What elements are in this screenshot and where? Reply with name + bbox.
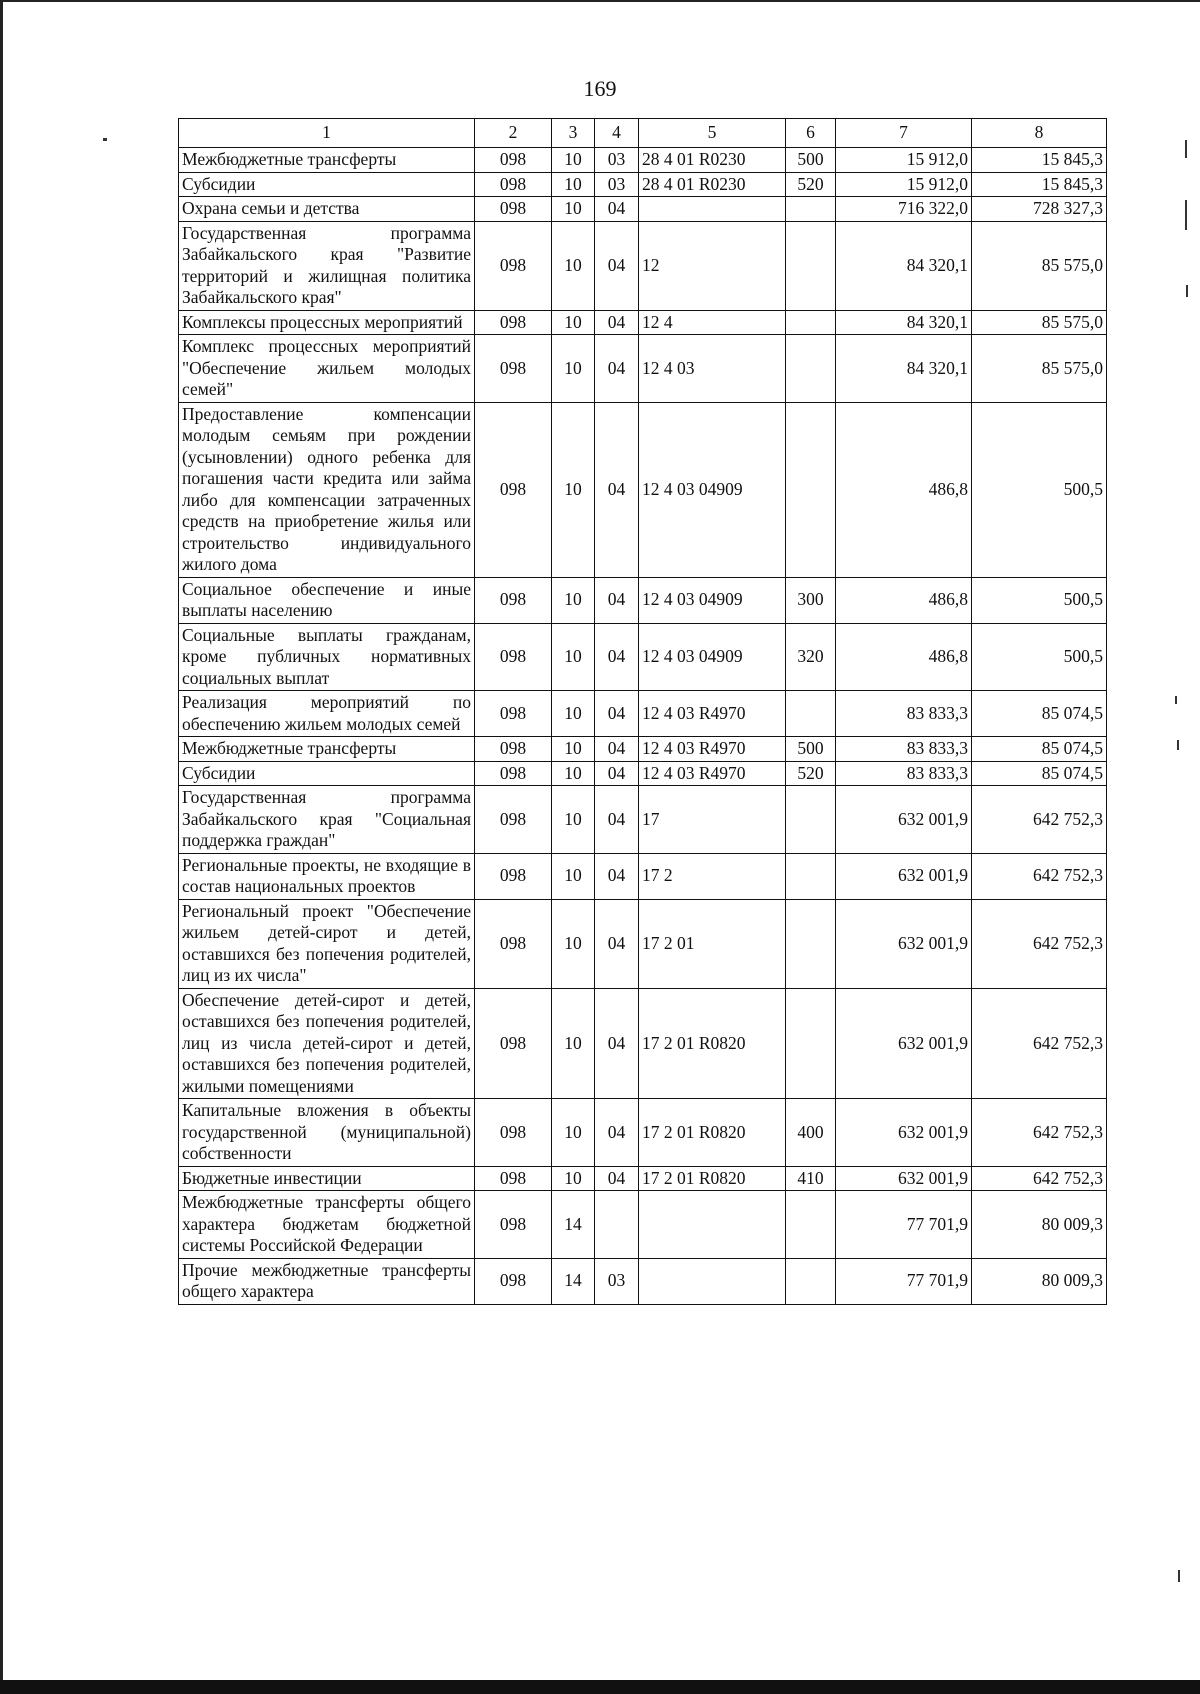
expense-name-cell: Региональные проекты, не входящие в состав национальных проектов — [179, 853, 475, 899]
section-cell: 10 — [552, 691, 595, 737]
subsection-cell: 03 — [595, 172, 639, 197]
column-header: 1 — [179, 119, 475, 148]
scan-mark — [1185, 140, 1187, 158]
table-row — [179, 1099, 1107, 1167]
table-row — [179, 899, 1107, 988]
expense-name-cell: Межбюджетные трансферты общего характера бюджетам бюджетной системы Российской Федерации — [179, 1191, 475, 1259]
subsection-cell: 04 — [595, 310, 639, 335]
subsection-cell: 03 — [595, 148, 639, 173]
amount-col8-cell: 642 752,3 — [972, 988, 1107, 1099]
section-cell: 10 — [552, 335, 595, 403]
expense-type-cell: 520 — [786, 761, 836, 786]
expense-name-cell: Реализация мероприятий по обеспечению жильем молодых семей — [179, 691, 475, 737]
subsection-cell: 04 — [595, 761, 639, 786]
table-row — [179, 577, 1107, 623]
amount-col7-cell: 632 001,9 — [836, 1099, 972, 1167]
ministry-code-cell: 098 — [475, 1191, 552, 1259]
table-row — [179, 402, 1107, 577]
amount-col7-cell: 77 701,9 — [836, 1191, 972, 1259]
expense-type-cell: 300 — [786, 577, 836, 623]
table-row — [179, 148, 1107, 173]
amount-col7-cell: 632 001,9 — [836, 899, 972, 988]
target-article-cell — [639, 1258, 786, 1304]
amount-col8-cell: 85 074,5 — [972, 761, 1107, 786]
amount-col7-cell: 84 320,1 — [836, 335, 972, 403]
target-article-cell: 12 4 03 — [639, 335, 786, 403]
expense-name-cell: Субсидии — [179, 761, 475, 786]
ministry-code-cell: 098 — [475, 899, 552, 988]
scan-mark — [1185, 200, 1187, 230]
expense-type-cell: 500 — [786, 737, 836, 762]
amount-col8-cell: 85 074,5 — [972, 691, 1107, 737]
subsection-cell: 04 — [595, 786, 639, 854]
table-row — [179, 761, 1107, 786]
section-cell: 10 — [552, 148, 595, 173]
ministry-code-cell: 098 — [475, 623, 552, 691]
page-number: 169 — [583, 76, 617, 101]
ministry-code-cell: 098 — [475, 1166, 552, 1191]
table-row — [179, 221, 1107, 310]
amount-col7-cell: 15 912,0 — [836, 148, 972, 173]
amount-col7-cell: 83 833,3 — [836, 691, 972, 737]
ministry-code-cell: 098 — [475, 310, 552, 335]
section-cell: 10 — [552, 623, 595, 691]
scan-mark — [1175, 696, 1177, 704]
table-row — [179, 1191, 1107, 1259]
subsection-cell: 04 — [595, 737, 639, 762]
section-cell: 10 — [552, 310, 595, 335]
subsection-cell: 04 — [595, 335, 639, 403]
expense-name-cell: Бюджетные инвестиции — [179, 1166, 475, 1191]
expense-type-cell: 520 — [786, 172, 836, 197]
table-header-row — [179, 119, 1107, 148]
subsection-cell: 04 — [595, 197, 639, 222]
amount-col8-cell: 85 575,0 — [972, 335, 1107, 403]
expense-type-cell — [786, 1191, 836, 1259]
amount-col8-cell: 642 752,3 — [972, 1166, 1107, 1191]
amount-col8-cell: 80 009,3 — [972, 1191, 1107, 1259]
expense-type-cell — [786, 1258, 836, 1304]
amount-col8-cell: 728 327,3 — [972, 197, 1107, 222]
table-row — [179, 691, 1107, 737]
table-row — [179, 988, 1107, 1099]
subsection-cell: 04 — [595, 221, 639, 310]
ministry-code-cell: 098 — [475, 172, 552, 197]
amount-col7-cell: 84 320,1 — [836, 221, 972, 310]
ministry-code-cell: 098 — [475, 335, 552, 403]
section-cell: 10 — [552, 402, 595, 577]
table-row — [179, 172, 1107, 197]
target-article-cell: 12 4 03 04909 — [639, 623, 786, 691]
amount-col8-cell: 80 009,3 — [972, 1258, 1107, 1304]
target-article-cell: 28 4 01 R0230 — [639, 172, 786, 197]
ministry-code-cell: 098 — [475, 221, 552, 310]
expense-name-cell: Межбюджетные трансферты — [179, 737, 475, 762]
amount-col8-cell: 642 752,3 — [972, 853, 1107, 899]
table-row — [179, 786, 1107, 854]
section-cell: 10 — [552, 737, 595, 762]
section-cell: 14 — [552, 1258, 595, 1304]
amount-col7-cell: 83 833,3 — [836, 737, 972, 762]
expense-type-cell: 500 — [786, 148, 836, 173]
section-cell: 10 — [552, 853, 595, 899]
amount-col8-cell: 85 074,5 — [972, 737, 1107, 762]
subsection-cell: 04 — [595, 577, 639, 623]
section-cell: 10 — [552, 1099, 595, 1167]
budget-table — [178, 118, 1107, 1305]
amount-col7-cell: 83 833,3 — [836, 761, 972, 786]
expense-name-cell: Прочие межбюджетные трансферты общего характера — [179, 1258, 475, 1304]
expense-name-cell: Охрана семьи и детства — [179, 197, 475, 222]
amount-col7-cell: 632 001,9 — [836, 1166, 972, 1191]
ministry-code-cell: 098 — [475, 402, 552, 577]
amount-col7-cell: 15 912,0 — [836, 172, 972, 197]
expense-type-cell — [786, 197, 836, 222]
amount-col7-cell: 716 322,0 — [836, 197, 972, 222]
target-article-cell: 12 4 03 R4970 — [639, 761, 786, 786]
target-article-cell: 28 4 01 R0230 — [639, 148, 786, 173]
ministry-code-cell: 098 — [475, 786, 552, 854]
section-cell: 10 — [552, 221, 595, 310]
expense-name-cell: Региональный проект "Обеспечение жильем детей-сирот и детей, оставшихся без попечения родителей, лиц из их числа" — [179, 899, 475, 988]
expense-type-cell — [786, 221, 836, 310]
table-row — [179, 623, 1107, 691]
ministry-code-cell: 098 — [475, 853, 552, 899]
scan-mark — [1177, 740, 1179, 750]
scan-mark — [1178, 1570, 1180, 1582]
amount-col7-cell: 632 001,9 — [836, 786, 972, 854]
expense-type-cell — [786, 899, 836, 988]
expense-name-cell: Социальные выплаты гражданам, кроме публичных нормативных социальных выплат — [179, 623, 475, 691]
target-article-cell: 17 2 01 R0820 — [639, 1166, 786, 1191]
expense-name-cell: Государственная программа Забайкальского края "Развитие территорий и жилищная политика Забайкальского края" — [179, 221, 475, 310]
target-article-cell: 12 — [639, 221, 786, 310]
table-row — [179, 310, 1107, 335]
amount-col8-cell: 642 752,3 — [972, 1099, 1107, 1167]
ministry-code-cell: 098 — [475, 197, 552, 222]
amount-col8-cell: 500,5 — [972, 402, 1107, 577]
column-header: 7 — [836, 119, 972, 148]
subsection-cell: 04 — [595, 1166, 639, 1191]
target-article-cell: 17 2 01 — [639, 899, 786, 988]
section-cell: 10 — [552, 786, 595, 854]
amount-col8-cell: 15 845,3 — [972, 148, 1107, 173]
ministry-code-cell: 098 — [475, 761, 552, 786]
column-header: 4 — [595, 119, 639, 148]
section-cell: 10 — [552, 761, 595, 786]
amount-col7-cell: 486,8 — [836, 402, 972, 577]
expense-type-cell — [786, 988, 836, 1099]
amount-col8-cell: 642 752,3 — [972, 899, 1107, 988]
column-header: 3 — [552, 119, 595, 148]
subsection-cell: 04 — [595, 899, 639, 988]
target-article-cell: 17 2 01 R0820 — [639, 1099, 786, 1167]
expense-name-cell: Капитальные вложения в объекты государственной (муниципальной) собственности — [179, 1099, 475, 1167]
subsection-cell: 04 — [595, 402, 639, 577]
column-header: 6 — [786, 119, 836, 148]
amount-col7-cell: 486,8 — [836, 623, 972, 691]
table-row — [179, 853, 1107, 899]
expense-name-cell: Комплекс процессных мероприятий "Обеспечение жильем молодых семей" — [179, 335, 475, 403]
expense-type-cell — [786, 853, 836, 899]
target-article-cell — [639, 1191, 786, 1259]
expense-type-cell — [786, 786, 836, 854]
column-header: 5 — [639, 119, 786, 148]
amount-col7-cell: 632 001,9 — [836, 988, 972, 1099]
amount-col7-cell: 486,8 — [836, 577, 972, 623]
target-article-cell: 12 4 03 04909 — [639, 402, 786, 577]
target-article-cell: 12 4 03 R4970 — [639, 691, 786, 737]
amount-col7-cell: 632 001,9 — [836, 853, 972, 899]
expense-type-cell — [786, 402, 836, 577]
expense-type-cell — [786, 691, 836, 737]
subsection-cell: 04 — [595, 691, 639, 737]
target-article-cell: 17 2 — [639, 853, 786, 899]
ministry-code-cell: 098 — [475, 577, 552, 623]
target-article-cell — [639, 197, 786, 222]
column-header: 8 — [972, 119, 1107, 148]
subsection-cell — [595, 1191, 639, 1259]
scan-border-bottom — [0, 1680, 1200, 1694]
target-article-cell: 12 4 03 R4970 — [639, 737, 786, 762]
target-article-cell: 17 2 01 R0820 — [639, 988, 786, 1099]
amount-col7-cell: 77 701,9 — [836, 1258, 972, 1304]
section-cell: 10 — [552, 899, 595, 988]
section-cell: 10 — [552, 172, 595, 197]
table-row — [179, 197, 1107, 222]
ministry-code-cell: 098 — [475, 148, 552, 173]
expense-name-cell: Государственная программа Забайкальского края "Социальная поддержка граждан" — [179, 786, 475, 854]
table-row — [179, 335, 1107, 403]
scan-border-left — [0, 0, 3, 1694]
scan-mark — [103, 138, 107, 141]
expense-type-cell — [786, 335, 836, 403]
expense-type-cell: 410 — [786, 1166, 836, 1191]
amount-col8-cell: 85 575,0 — [972, 221, 1107, 310]
amount-col8-cell: 500,5 — [972, 623, 1107, 691]
subsection-cell: 04 — [595, 1099, 639, 1167]
expense-type-cell — [786, 310, 836, 335]
section-cell: 10 — [552, 197, 595, 222]
column-header: 2 — [475, 119, 552, 148]
target-article-cell: 17 — [639, 786, 786, 854]
target-article-cell: 12 4 — [639, 310, 786, 335]
section-cell: 10 — [552, 1166, 595, 1191]
section-cell: 14 — [552, 1191, 595, 1259]
table-row — [179, 1166, 1107, 1191]
amount-col8-cell: 15 845,3 — [972, 172, 1107, 197]
amount-col7-cell: 84 320,1 — [836, 310, 972, 335]
subsection-cell: 03 — [595, 1258, 639, 1304]
subsection-cell: 04 — [595, 853, 639, 899]
expense-name-cell: Субсидии — [179, 172, 475, 197]
amount-col8-cell: 500,5 — [972, 577, 1107, 623]
amount-col8-cell: 642 752,3 — [972, 786, 1107, 854]
ministry-code-cell: 098 — [475, 737, 552, 762]
budget-table-body — [179, 119, 1107, 1305]
expense-name-cell: Обеспечение детей-сирот и детей, оставшихся без попечения родителей, лиц из числа детей-сирот и детей, оставшихся без попечения родителей, жилыми помещениями — [179, 988, 475, 1099]
subsection-cell: 04 — [595, 988, 639, 1099]
ministry-code-cell: 098 — [475, 1258, 552, 1304]
section-cell: 10 — [552, 577, 595, 623]
amount-col8-cell: 85 575,0 — [972, 310, 1107, 335]
expense-type-cell: 320 — [786, 623, 836, 691]
table-row — [179, 1258, 1107, 1304]
expense-name-cell: Комплексы процессных мероприятий — [179, 310, 475, 335]
scan-mark — [1186, 285, 1188, 297]
ministry-code-cell: 098 — [475, 691, 552, 737]
ministry-code-cell: 098 — [475, 988, 552, 1099]
expense-name-cell: Предоставление компенсации молодым семьям при рождении (усыновлении) одного ребенка для погашения части кредита или займа либо для компенсации затраченных средств на приобретение жилья или строительство индивидуального жилого дома — [179, 402, 475, 577]
expense-name-cell: Социальное обеспечение и иные выплаты населению — [179, 577, 475, 623]
ministry-code-cell: 098 — [475, 1099, 552, 1167]
subsection-cell: 04 — [595, 623, 639, 691]
expense-name-cell: Межбюджетные трансферты — [179, 148, 475, 173]
section-cell: 10 — [552, 988, 595, 1099]
expense-type-cell: 400 — [786, 1099, 836, 1167]
target-article-cell: 12 4 03 04909 — [639, 577, 786, 623]
scan-border-top — [0, 0, 1200, 12]
table-row — [179, 737, 1107, 762]
